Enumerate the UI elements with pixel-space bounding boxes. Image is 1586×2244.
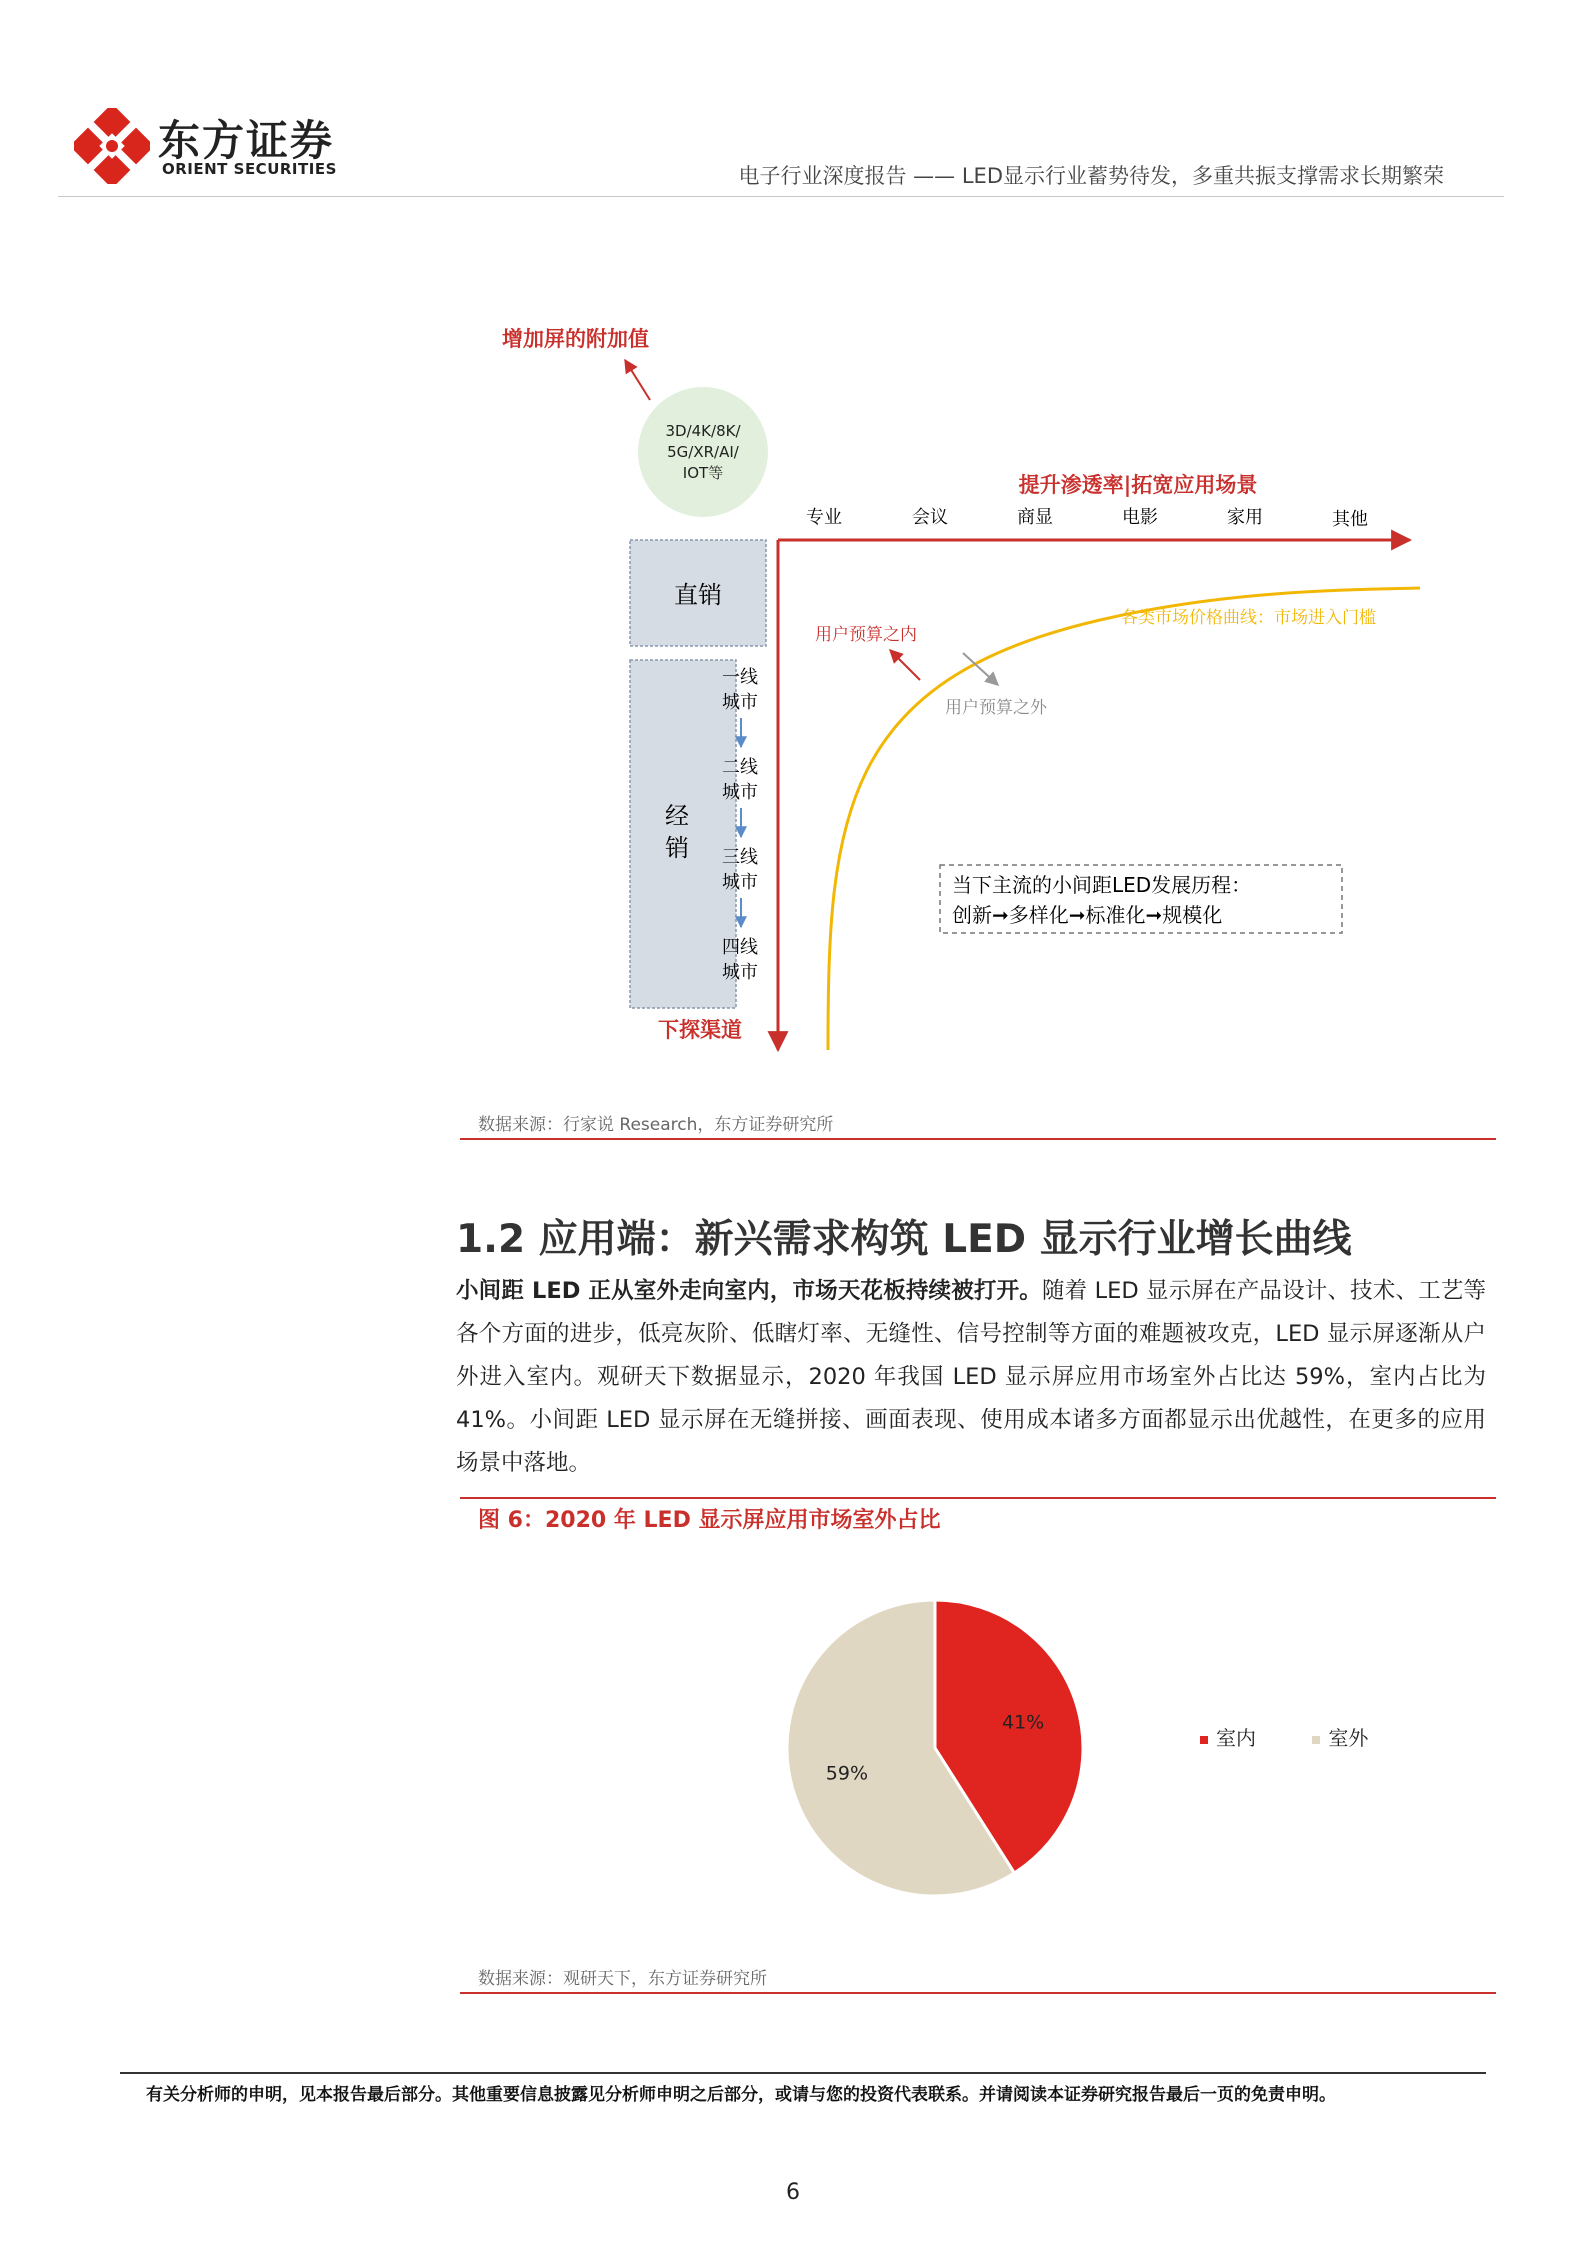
label-channel-down: 下探渠道	[658, 1018, 742, 1042]
city-tier-2b: 城市	[722, 782, 758, 803]
pie-legend	[1200, 1722, 1368, 1751]
section-title: 1.2 应用端：新兴需求构筑 LED 显示行业增长曲线	[456, 1217, 1352, 1262]
price-curve	[828, 588, 1420, 1050]
box-distribution-label-2: 销	[665, 834, 689, 862]
pie-label-outdoor: 59%	[825, 1762, 869, 1785]
source-note-1: 数据来源：行家说 Research，东方证券研究所	[478, 1115, 834, 1135]
box-direct-label: 直销	[674, 581, 722, 609]
source-rule-1	[460, 1138, 1496, 1140]
legend-swatch-indoor	[1200, 1736, 1208, 1744]
page-number: 6	[786, 2180, 800, 2205]
circle-line-3: IOT等	[682, 464, 724, 482]
arrow-added-value	[625, 360, 650, 400]
category-cinema: 电影	[1122, 507, 1158, 528]
circle-line-2: 5G/XR/AI/	[667, 443, 739, 461]
legend-label-indoor: 室内	[1216, 1726, 1256, 1750]
dev-process-line-2: 创新➞多样化➞标准化➞规模化	[952, 903, 1223, 927]
city-tier-2a: 二线	[722, 757, 758, 778]
legend-swatch-outdoor	[1312, 1736, 1320, 1744]
source-note-2: 数据来源：观研天下，东方证券研究所	[478, 1969, 767, 1989]
city-tier-1b: 城市	[722, 692, 758, 713]
box-distribution-label-1: 经	[665, 802, 689, 830]
category-commercial: 商显	[1017, 507, 1053, 528]
figure-rule-top	[460, 1497, 1496, 1499]
label-inside-budget: 用户预算之内	[815, 625, 917, 645]
city-tier-4a: 四线	[722, 937, 758, 958]
led-market-diagram	[460, 300, 1460, 1080]
legend-item-outdoor	[1312, 1726, 1368, 1750]
category-other: 其他	[1332, 509, 1368, 530]
dev-process-line-1: 当下主流的小间距LED发展历程：	[952, 873, 1252, 897]
header-divider	[58, 196, 1504, 197]
paragraph-body: 随着 LED 显示屏在产品设计、技术、工艺等各个方面的进步，低亮灰阶、低瞎灯率、无缝性、信号控制等方面的难题被攻克，LED 显示屏逐渐从户外进入室内。观研天下数据显示，2020 年我国 LED 显示屏应用市场室外占比达 59%，室内占比为 41%。小间距 LED 显示屏在无缝拼接、画面表现、使用成本诸多方面都显示出优越性，在更多的应用场景中落地。	[456, 1278, 1486, 1476]
legend-item-indoor	[1200, 1726, 1256, 1750]
pie-chart	[760, 1580, 1210, 1910]
category-pro: 专业	[806, 507, 842, 528]
figure-title: 图 6：2020 年 LED 显示屏应用市场室外占比	[478, 1508, 941, 1533]
arrow-inside-budget	[890, 650, 920, 680]
logo-text-en: ORIENT SECURITIES	[162, 160, 337, 178]
report-header-title: 电子行业深度报告 —— LED显示行业蓄势待发，多重共振支撑需求长期繁荣	[738, 164, 1444, 188]
city-tier-3b: 城市	[722, 872, 758, 893]
circle-line-1: 3D/4K/8K/	[665, 422, 741, 440]
label-added-value: 增加屏的附加值	[502, 327, 649, 351]
city-tier-1a: 一线	[722, 667, 758, 688]
logo-text-cn: 东方证券	[158, 116, 335, 165]
footer-disclaimer: 有关分析师的申明，见本报告最后部分。其他重要信息披露见分析师申明之后部分，或请与您的投资代表联系。并请阅读本证券研究报告最后一页的免责申明。	[146, 2085, 1336, 2105]
paragraph-lead: 小间距 LED 正从室外走向室内，市场天花板持续被打开。	[456, 1278, 1042, 1304]
city-tier-3a: 三线	[722, 847, 758, 868]
label-outside-budget: 用户预算之外	[945, 698, 1047, 718]
pie-label-indoor: 41%	[1001, 1711, 1045, 1734]
footer-divider	[120, 2072, 1486, 2074]
section-paragraph	[456, 1270, 1486, 1485]
category-meeting: 会议	[912, 507, 948, 528]
source-rule-2	[460, 1992, 1496, 1994]
orient-logo-icon	[74, 108, 150, 184]
category-home: 家用	[1227, 507, 1263, 528]
label-price-curve: 各类市场价格曲线：市场进入门槛	[1121, 608, 1376, 628]
city-tier-4b: 城市	[722, 962, 758, 983]
legend-label-outdoor: 室外	[1328, 1726, 1369, 1750]
label-penetration: 提升渗透率|拓宽应用场景	[1018, 473, 1258, 497]
